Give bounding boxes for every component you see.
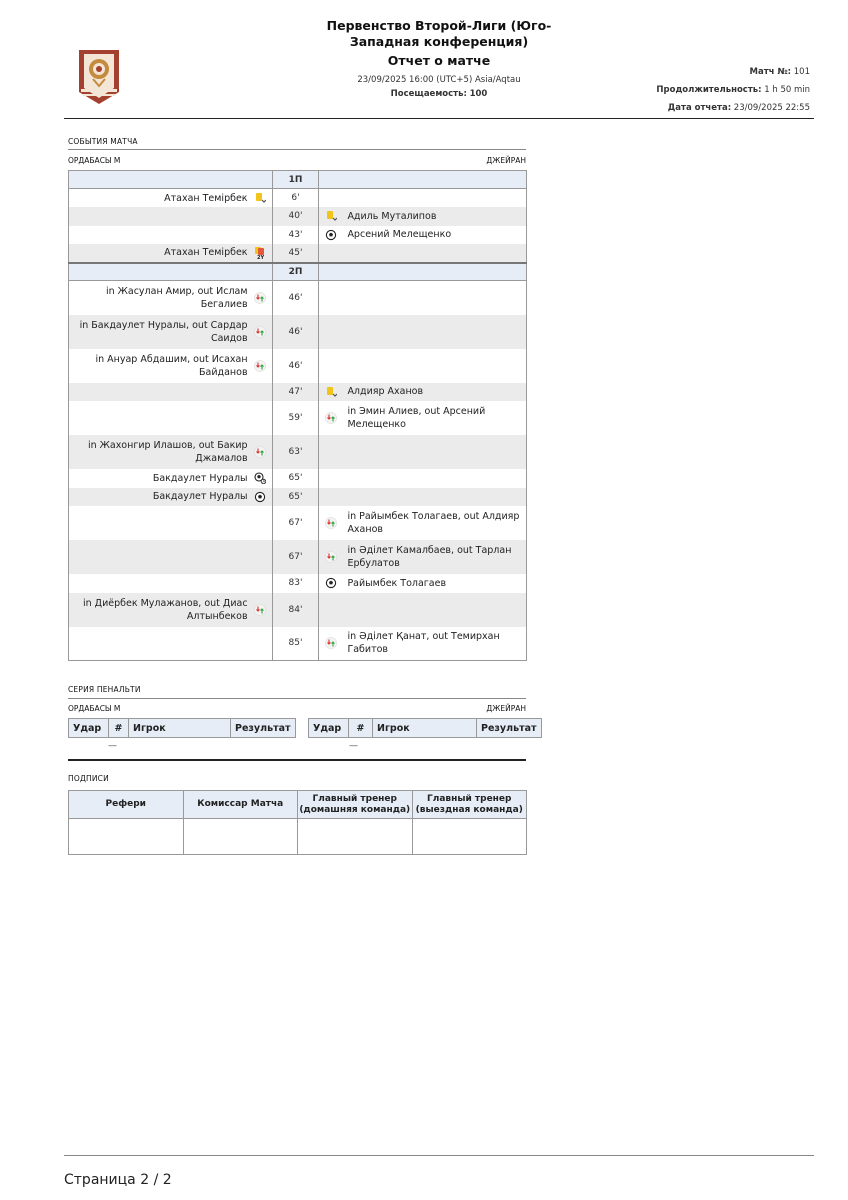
event-home-cell (69, 315, 273, 349)
yellow-card-icon (325, 210, 337, 222)
event-home-cell (69, 469, 273, 488)
signatures-section-title: ПОДПИСИ (68, 774, 109, 783)
league-logo-icon (75, 48, 123, 106)
sign-away-coach-box (412, 819, 527, 855)
goal-ball-icon (254, 491, 266, 503)
event-row (69, 244, 527, 263)
event-away-cell (319, 593, 527, 627)
event-away-cell (319, 189, 527, 208)
event-away-cell (319, 226, 527, 245)
sign-referee-box (69, 819, 184, 855)
event-away-cell (319, 506, 527, 540)
pen-col-player: Игрок (129, 719, 231, 738)
event-away-cell (319, 207, 527, 226)
away-team-name: ДЖЕЙРАН (486, 156, 526, 165)
match-meta (656, 63, 810, 117)
event-home-cell (69, 226, 273, 245)
away-penalty-table (308, 718, 542, 738)
event-minute: 45' (272, 244, 319, 263)
event-away-cell (319, 315, 527, 349)
goal-ball-icon (325, 577, 337, 589)
event-row (69, 189, 527, 208)
substitution-icon (325, 412, 337, 424)
event-home-text: in Ануар Абдашим, out Исахан Байданов (95, 353, 248, 378)
home-team-name: ОРДАБАСЫ М (68, 156, 121, 165)
event-away-cell (319, 383, 527, 402)
period-header-1p (69, 171, 527, 189)
event-home-cell (69, 189, 273, 208)
event-away-text: in Әділет Камалбаев, out Тарлан Ербулатов (347, 545, 512, 569)
pen-col-player: Игрок (373, 719, 477, 738)
event-minute: 43' (272, 226, 319, 245)
event-home-cell (69, 281, 273, 315)
event-away-text: in Эмин Алиев, out Арсений Мелещенко (347, 406, 486, 430)
event-row (69, 540, 527, 574)
event-row (69, 506, 527, 540)
penalties-bottom-rule (68, 759, 526, 761)
event-away-cell (319, 469, 527, 488)
events-section-title: СОБЫТИЯ МАТЧА (68, 137, 138, 146)
event-minute: 65' (272, 488, 319, 507)
event-away-cell (319, 488, 527, 507)
event-home-text: in Бакдаулет Нуралы, out Сардар Саидов (79, 319, 248, 344)
events-divider (68, 149, 526, 150)
event-home-cell (69, 349, 273, 383)
period-label: 2П (272, 263, 319, 281)
event-away-text: in Әділет Қанат, out Темирхан Габитов (347, 631, 500, 656)
svg-text:2Y: 2Y (256, 254, 264, 259)
attendance: Посещаемость: 100 (390, 89, 488, 99)
penalties-away-team: ДЖЕЙРАН (486, 704, 526, 713)
event-minute: 83' (272, 574, 319, 593)
event-home-cell (69, 207, 273, 226)
event-row (69, 281, 527, 315)
pen-col-result: Результат (477, 719, 542, 738)
event-away-cell (319, 281, 527, 315)
event-home-text: Бакдаулет Нуралы (152, 472, 248, 484)
event-home-text: Атахан Темірбек (164, 247, 248, 259)
event-minute: 67' (272, 540, 319, 574)
event-away-cell (319, 574, 527, 593)
event-away-cell (319, 349, 527, 383)
yellow-card-icon (325, 386, 337, 398)
event-minute: 59' (272, 401, 319, 435)
event-home-cell (69, 593, 273, 627)
event-home-cell (69, 506, 273, 540)
event-minute: 46' (272, 349, 319, 383)
event-minute: 67' (272, 506, 319, 540)
event-home-cell (69, 574, 273, 593)
match-number: Матч №: 101 (749, 67, 810, 77)
substitution-icon (325, 551, 337, 563)
event-row (69, 383, 527, 402)
event-row (69, 315, 527, 349)
event-away-cell (319, 401, 527, 435)
event-away-text: Адиль Муталипов (347, 210, 437, 222)
event-home-cell (69, 488, 273, 507)
match-duration: Продолжительность: 1 h 50 min (656, 85, 810, 95)
event-home-text: in Жасулан Амир, out Ислам Бегалиев (105, 285, 248, 310)
signatures-table (68, 790, 527, 855)
svg-text:A: A (262, 479, 265, 485)
event-minute: 40' (272, 207, 319, 226)
event-home-cell (69, 244, 273, 263)
sign-home-coach-box (298, 819, 413, 855)
event-minute: 85' (272, 627, 319, 661)
substitution-icon (254, 360, 266, 372)
pen-col-number: # (349, 719, 373, 738)
event-away-cell (319, 435, 527, 469)
event-home-cell (69, 627, 273, 661)
event-row (69, 593, 527, 627)
event-away-cell (319, 540, 527, 574)
header-divider (64, 118, 814, 119)
event-row (69, 627, 527, 661)
event-home-text: Бакдаулет Нуралы (152, 491, 248, 503)
event-minute: 46' (272, 315, 319, 349)
event-away-text: in Райымбек Толагаев, out Алдияр Аханов (347, 511, 520, 535)
penalties-team-row (68, 704, 526, 713)
period-header-2p (69, 263, 527, 281)
substitution-icon (254, 604, 266, 616)
page-number: Страница 2 / 2 (64, 1172, 172, 1188)
report-subtitle: Отчет о матче (387, 53, 491, 68)
footer-divider (64, 1155, 814, 1156)
pen-col-result: Результат (231, 719, 296, 738)
event-home-cell (69, 383, 273, 402)
event-away-text: Алдияр Аханов (347, 386, 424, 398)
event-minute: 63' (272, 435, 319, 469)
assist-ball-icon (254, 472, 266, 484)
event-minute: 47' (272, 383, 319, 402)
sign-away-coach-header: Главный тренер (выездная команда) (412, 791, 527, 819)
event-minute: 6' (272, 189, 319, 208)
substitution-icon (325, 637, 337, 649)
event-row (69, 349, 527, 383)
second-yellow-card-icon (254, 247, 266, 259)
substitution-icon (254, 292, 266, 304)
substitution-icon (254, 326, 266, 338)
competition-title: Первенство Второй-Лиги (Юго-Западная конференция) (326, 18, 552, 49)
event-home-text: Атахан Темірбек (164, 192, 248, 204)
event-row (69, 574, 527, 593)
goal-ball-icon (325, 229, 337, 241)
event-row (69, 469, 527, 488)
event-home-text: in Диёрбек Мулажанов, out Диас Алтынбеков (82, 597, 248, 622)
event-away-cell (319, 627, 527, 661)
event-minute: 65' (272, 469, 319, 488)
substitution-icon (254, 446, 266, 458)
sign-home-coach-header: Главный тренер (домашняя команда) (298, 791, 413, 819)
pen-col-kick: Удар (309, 719, 349, 738)
period-label: 1П (272, 171, 319, 189)
report-date: Дата отчета: 23/09/2025 22:55 (667, 103, 810, 113)
sign-referee-header: Рефери (69, 791, 184, 819)
event-row (69, 401, 527, 435)
match-events-table (68, 170, 527, 661)
sign-commissioner-box (183, 819, 298, 855)
sign-commissioner-header: Комиссар Матча (183, 791, 298, 819)
event-minute: 84' (272, 593, 319, 627)
yellow-card-icon (254, 192, 266, 204)
event-home-cell (69, 401, 273, 435)
event-row (69, 488, 527, 507)
match-datetime: 23/09/2025 16:00 (UTC+5) Asia/Aqtau (357, 75, 521, 85)
event-minute: 46' (272, 281, 319, 315)
report-header (64, 18, 814, 118)
home-penalty-empty: — (108, 741, 117, 751)
event-home-text: in Жахонгир Илашов, out Бакир Джамалов (87, 440, 248, 464)
penalties-divider (68, 698, 526, 699)
penalties-home-team: ОРДАБАСЫ М (68, 704, 121, 713)
event-row (69, 207, 527, 226)
event-away-text: Арсений Мелещенко (347, 229, 452, 241)
event-row (69, 226, 527, 245)
event-away-cell (319, 244, 527, 263)
event-away-text: Райымбек Толагаев (347, 577, 447, 589)
event-home-cell (69, 540, 273, 574)
away-penalty-empty: — (349, 741, 358, 751)
event-home-cell (69, 435, 273, 469)
event-row (69, 435, 527, 469)
pen-col-kick: Удар (69, 719, 109, 738)
pen-col-number: # (109, 719, 129, 738)
penalties-section-title: СЕРИЯ ПЕНАЛЬТИ (68, 685, 141, 694)
home-penalty-table (68, 718, 296, 738)
substitution-icon (325, 517, 337, 529)
events-team-row (68, 156, 526, 165)
